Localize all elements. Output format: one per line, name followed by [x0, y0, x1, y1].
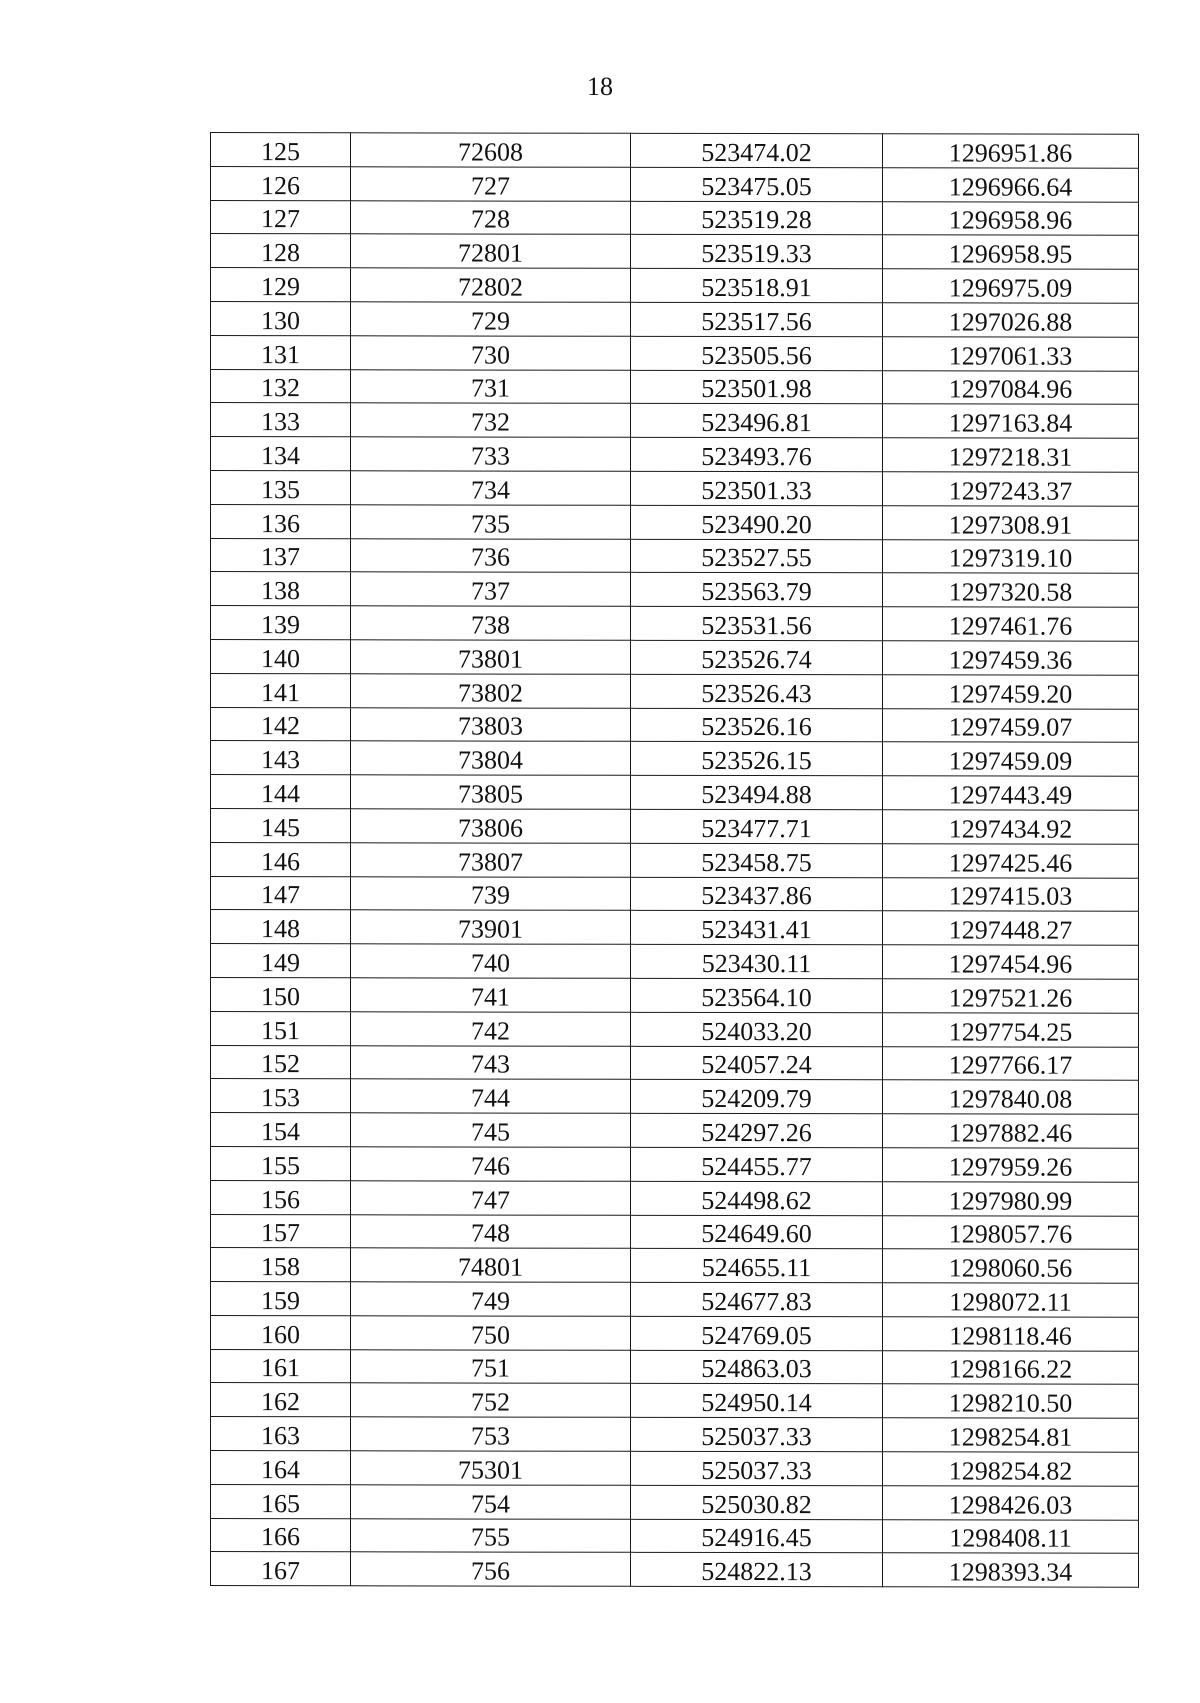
row-number-cell: 151 — [211, 1011, 351, 1045]
x-coordinate-cell: 524498.62 — [631, 1181, 883, 1215]
y-coordinate-cell: 1297754.25 — [883, 1013, 1139, 1047]
x-coordinate-cell: 523501.98 — [631, 370, 883, 404]
row-number-cell: 127 — [211, 200, 351, 234]
row-number-cell: 166 — [211, 1518, 351, 1552]
point-id-cell: 73803 — [351, 707, 631, 741]
y-coordinate-cell: 1298254.81 — [883, 1418, 1139, 1452]
x-coordinate-cell: 524950.14 — [631, 1384, 883, 1418]
table-row — [211, 166, 1139, 202]
y-coordinate-cell: 1297084.96 — [883, 370, 1139, 404]
x-coordinate-cell: 524209.79 — [631, 1080, 883, 1114]
table-row — [211, 504, 1139, 540]
y-coordinate-cell: 1296966.64 — [883, 168, 1139, 202]
point-id-cell: 75301 — [351, 1451, 631, 1485]
row-number-cell: 150 — [211, 977, 351, 1011]
row-number-cell: 128 — [211, 234, 351, 268]
x-coordinate-cell: 524297.26 — [631, 1113, 883, 1147]
point-id-cell: 735 — [351, 505, 631, 539]
row-number-cell: 160 — [211, 1315, 351, 1349]
point-id-cell: 73901 — [351, 910, 631, 944]
row-number-cell: 149 — [211, 944, 351, 978]
table-row — [211, 335, 1139, 371]
y-coordinate-cell: 1297959.26 — [883, 1148, 1139, 1182]
row-number-cell: 153 — [211, 1079, 351, 1113]
y-coordinate-cell: 1298072.11 — [883, 1283, 1139, 1317]
point-id-cell: 736 — [351, 538, 631, 572]
table-row — [211, 1113, 1139, 1149]
table-row — [211, 268, 1139, 304]
row-number-cell: 161 — [211, 1349, 351, 1383]
y-coordinate-cell: 1297459.36 — [883, 641, 1139, 675]
point-id-cell: 749 — [351, 1282, 631, 1316]
table-row — [211, 200, 1139, 236]
table-row — [211, 944, 1139, 980]
table-row — [211, 538, 1139, 574]
x-coordinate-cell: 523531.56 — [631, 606, 883, 640]
table-row — [211, 707, 1139, 743]
point-id-cell: 741 — [351, 978, 631, 1012]
x-coordinate-cell: 524649.60 — [631, 1215, 883, 1249]
point-id-cell: 731 — [351, 369, 631, 403]
point-id-cell: 750 — [351, 1316, 631, 1350]
y-coordinate-cell: 1297434.92 — [883, 810, 1139, 844]
y-coordinate-cell: 1297459.20 — [883, 675, 1139, 709]
y-coordinate-cell: 1297218.31 — [883, 438, 1139, 472]
table-row — [211, 1180, 1139, 1216]
table-row — [211, 1282, 1139, 1318]
y-coordinate-cell: 1297320.58 — [883, 573, 1139, 607]
point-id-cell: 74801 — [351, 1248, 631, 1282]
table-row — [211, 1079, 1139, 1115]
x-coordinate-cell: 525030.82 — [631, 1485, 883, 1519]
row-number-cell: 140 — [211, 639, 351, 673]
y-coordinate-cell: 1297319.10 — [883, 539, 1139, 573]
row-number-cell: 138 — [211, 572, 351, 606]
x-coordinate-cell: 523430.11 — [631, 944, 883, 978]
point-id-cell: 732 — [351, 403, 631, 437]
row-number-cell: 141 — [211, 673, 351, 707]
y-coordinate-cell: 1297443.49 — [883, 776, 1139, 810]
point-id-cell: 73806 — [351, 809, 631, 843]
y-coordinate-cell: 1298426.03 — [883, 1486, 1139, 1520]
table-row — [211, 842, 1139, 878]
row-number-cell: 136 — [211, 504, 351, 538]
x-coordinate-cell: 523526.15 — [631, 742, 883, 776]
x-coordinate-cell: 524863.03 — [631, 1350, 883, 1384]
point-id-cell: 751 — [351, 1349, 631, 1383]
x-coordinate-cell: 523563.79 — [631, 573, 883, 607]
row-number-cell: 133 — [211, 403, 351, 437]
point-id-cell: 733 — [351, 437, 631, 471]
row-number-cell: 156 — [211, 1180, 351, 1214]
point-id-cell: 746 — [351, 1147, 631, 1181]
row-number-cell: 158 — [211, 1248, 351, 1282]
point-id-cell: 734 — [351, 471, 631, 505]
row-number-cell: 164 — [211, 1451, 351, 1485]
y-coordinate-cell: 1298118.46 — [883, 1317, 1139, 1351]
y-coordinate-cell: 1298210.50 — [883, 1384, 1139, 1418]
table-row — [211, 1484, 1139, 1520]
table-row — [211, 1011, 1139, 1047]
table-row — [211, 301, 1139, 337]
y-coordinate-cell: 1297308.91 — [883, 506, 1139, 540]
table-row — [211, 606, 1139, 642]
x-coordinate-cell: 523431.41 — [631, 911, 883, 945]
x-coordinate-cell: 524916.45 — [631, 1519, 883, 1553]
y-coordinate-cell: 1297840.08 — [883, 1080, 1139, 1114]
table-row — [211, 673, 1139, 709]
x-coordinate-cell: 524822.13 — [631, 1553, 883, 1587]
table-body — [211, 133, 1139, 1588]
x-coordinate-cell: 523505.56 — [631, 336, 883, 370]
row-number-cell: 143 — [211, 741, 351, 775]
table-row — [211, 876, 1139, 912]
table-row — [211, 910, 1139, 946]
row-number-cell: 148 — [211, 910, 351, 944]
y-coordinate-cell: 1297454.96 — [883, 945, 1139, 979]
point-id-cell: 73804 — [351, 741, 631, 775]
row-number-cell: 152 — [211, 1045, 351, 1079]
row-number-cell: 125 — [211, 133, 351, 167]
table-row — [211, 808, 1139, 844]
table-row — [211, 470, 1139, 506]
row-number-cell: 131 — [211, 335, 351, 369]
y-coordinate-cell: 1297415.03 — [883, 877, 1139, 911]
x-coordinate-cell: 524677.83 — [631, 1282, 883, 1316]
point-id-cell: 748 — [351, 1214, 631, 1248]
point-id-cell: 742 — [351, 1011, 631, 1045]
point-id-cell: 737 — [351, 572, 631, 606]
table-row — [211, 133, 1139, 169]
point-id-cell: 747 — [351, 1180, 631, 1214]
y-coordinate-cell: 1297026.88 — [883, 303, 1139, 337]
table-row — [211, 403, 1139, 439]
x-coordinate-cell: 524655.11 — [631, 1249, 883, 1283]
table-row — [211, 1451, 1139, 1487]
point-id-cell: 745 — [351, 1113, 631, 1147]
table-row — [211, 639, 1139, 675]
x-coordinate-cell: 523501.33 — [631, 471, 883, 505]
row-number-cell: 129 — [211, 268, 351, 302]
x-coordinate-cell: 523519.28 — [631, 201, 883, 235]
table-row — [211, 1315, 1139, 1351]
table-row — [211, 775, 1139, 811]
row-number-cell: 147 — [211, 876, 351, 910]
point-id-cell: 753 — [351, 1417, 631, 1451]
y-coordinate-cell: 1297459.09 — [883, 742, 1139, 776]
x-coordinate-cell: 523519.33 — [631, 235, 883, 269]
y-coordinate-cell: 1298060.56 — [883, 1249, 1139, 1283]
table-row — [211, 1146, 1139, 1182]
x-coordinate-cell: 524769.05 — [631, 1316, 883, 1350]
table-row — [211, 1518, 1139, 1554]
x-coordinate-cell: 523493.76 — [631, 437, 883, 471]
y-coordinate-cell: 1297521.26 — [883, 979, 1139, 1013]
x-coordinate-cell: 524455.77 — [631, 1147, 883, 1181]
y-coordinate-cell: 1298408.11 — [883, 1519, 1139, 1553]
x-coordinate-cell: 523490.20 — [631, 505, 883, 539]
x-coordinate-cell: 523518.91 — [631, 268, 883, 302]
y-coordinate-cell: 1297461.76 — [883, 607, 1139, 641]
point-id-cell: 730 — [351, 336, 631, 370]
y-coordinate-cell: 1296958.95 — [883, 235, 1139, 269]
row-number-cell: 137 — [211, 538, 351, 572]
row-number-cell: 139 — [211, 606, 351, 640]
table-row — [211, 1383, 1139, 1419]
point-id-cell: 727 — [351, 167, 631, 201]
point-id-cell: 72608 — [351, 133, 631, 167]
x-coordinate-cell: 525037.33 — [631, 1418, 883, 1452]
y-coordinate-cell: 1297163.84 — [883, 404, 1139, 438]
x-coordinate-cell: 523517.56 — [631, 302, 883, 336]
table-row — [211, 1248, 1139, 1284]
table-row — [211, 1552, 1139, 1588]
row-number-cell: 157 — [211, 1214, 351, 1248]
row-number-cell: 144 — [211, 775, 351, 809]
y-coordinate-cell: 1298393.34 — [883, 1553, 1139, 1587]
point-id-cell: 73805 — [351, 775, 631, 809]
coordinates-table — [210, 132, 1139, 1588]
table-row — [211, 1045, 1139, 1081]
table-row — [211, 369, 1139, 405]
point-id-cell: 728 — [351, 200, 631, 234]
y-coordinate-cell: 1296951.86 — [883, 134, 1139, 168]
x-coordinate-cell: 523494.88 — [631, 775, 883, 809]
y-coordinate-cell: 1297243.37 — [883, 472, 1139, 506]
x-coordinate-cell: 523477.71 — [631, 809, 883, 843]
x-coordinate-cell: 523526.74 — [631, 640, 883, 674]
x-coordinate-cell: 524033.20 — [631, 1012, 883, 1046]
x-coordinate-cell: 525037.33 — [631, 1451, 883, 1485]
x-coordinate-cell: 523526.16 — [631, 708, 883, 742]
x-coordinate-cell: 523474.02 — [631, 133, 883, 167]
point-id-cell: 72802 — [351, 268, 631, 302]
point-id-cell: 752 — [351, 1383, 631, 1417]
y-coordinate-cell: 1297980.99 — [883, 1181, 1139, 1215]
y-coordinate-cell: 1297882.46 — [883, 1114, 1139, 1148]
x-coordinate-cell: 523527.55 — [631, 539, 883, 573]
y-coordinate-cell: 1297766.17 — [883, 1046, 1139, 1080]
y-coordinate-cell: 1296958.96 — [883, 201, 1139, 235]
row-number-cell: 126 — [211, 166, 351, 200]
y-coordinate-cell: 1298254.82 — [883, 1452, 1139, 1486]
x-coordinate-cell: 524057.24 — [631, 1046, 883, 1080]
table-row — [211, 1349, 1139, 1385]
x-coordinate-cell: 523496.81 — [631, 404, 883, 438]
row-number-cell: 142 — [211, 707, 351, 741]
table-row — [211, 741, 1139, 777]
y-coordinate-cell: 1297061.33 — [883, 337, 1139, 371]
x-coordinate-cell: 523437.86 — [631, 877, 883, 911]
row-number-cell: 167 — [211, 1552, 351, 1586]
row-number-cell: 163 — [211, 1417, 351, 1451]
y-coordinate-cell: 1297425.46 — [883, 844, 1139, 878]
table-row — [211, 1214, 1139, 1250]
row-number-cell: 162 — [211, 1383, 351, 1417]
y-coordinate-cell: 1297448.27 — [883, 911, 1139, 945]
table-row — [211, 977, 1139, 1013]
row-number-cell: 146 — [211, 842, 351, 876]
row-number-cell: 155 — [211, 1146, 351, 1180]
point-id-cell: 73801 — [351, 640, 631, 674]
x-coordinate-cell: 523475.05 — [631, 167, 883, 201]
row-number-cell: 135 — [211, 470, 351, 504]
point-id-cell: 740 — [351, 944, 631, 978]
point-id-cell: 739 — [351, 876, 631, 910]
row-number-cell: 154 — [211, 1113, 351, 1147]
page-number: 18 — [587, 72, 613, 101]
y-coordinate-cell: 1298166.22 — [883, 1350, 1139, 1384]
y-coordinate-cell: 1297459.07 — [883, 708, 1139, 742]
row-number-cell: 159 — [211, 1282, 351, 1316]
point-id-cell: 754 — [351, 1485, 631, 1519]
row-number-cell: 130 — [211, 301, 351, 335]
point-id-cell: 743 — [351, 1045, 631, 1079]
table-row — [211, 1417, 1139, 1453]
y-coordinate-cell: 1298057.76 — [883, 1215, 1139, 1249]
point-id-cell: 738 — [351, 606, 631, 640]
x-coordinate-cell: 523564.10 — [631, 978, 883, 1012]
point-id-cell: 73802 — [351, 674, 631, 708]
x-coordinate-cell: 523458.75 — [631, 843, 883, 877]
point-id-cell: 756 — [351, 1552, 631, 1586]
row-number-cell: 134 — [211, 437, 351, 471]
table-row — [211, 572, 1139, 608]
point-id-cell: 729 — [351, 302, 631, 336]
point-id-cell: 73807 — [351, 843, 631, 877]
table-row — [211, 234, 1139, 270]
point-id-cell: 744 — [351, 1079, 631, 1113]
point-id-cell: 755 — [351, 1518, 631, 1552]
table-row — [211, 437, 1139, 473]
row-number-cell: 132 — [211, 369, 351, 403]
row-number-cell: 145 — [211, 808, 351, 842]
x-coordinate-cell: 523526.43 — [631, 674, 883, 708]
point-id-cell: 72801 — [351, 234, 631, 268]
row-number-cell: 165 — [211, 1484, 351, 1518]
y-coordinate-cell: 1296975.09 — [883, 269, 1139, 303]
